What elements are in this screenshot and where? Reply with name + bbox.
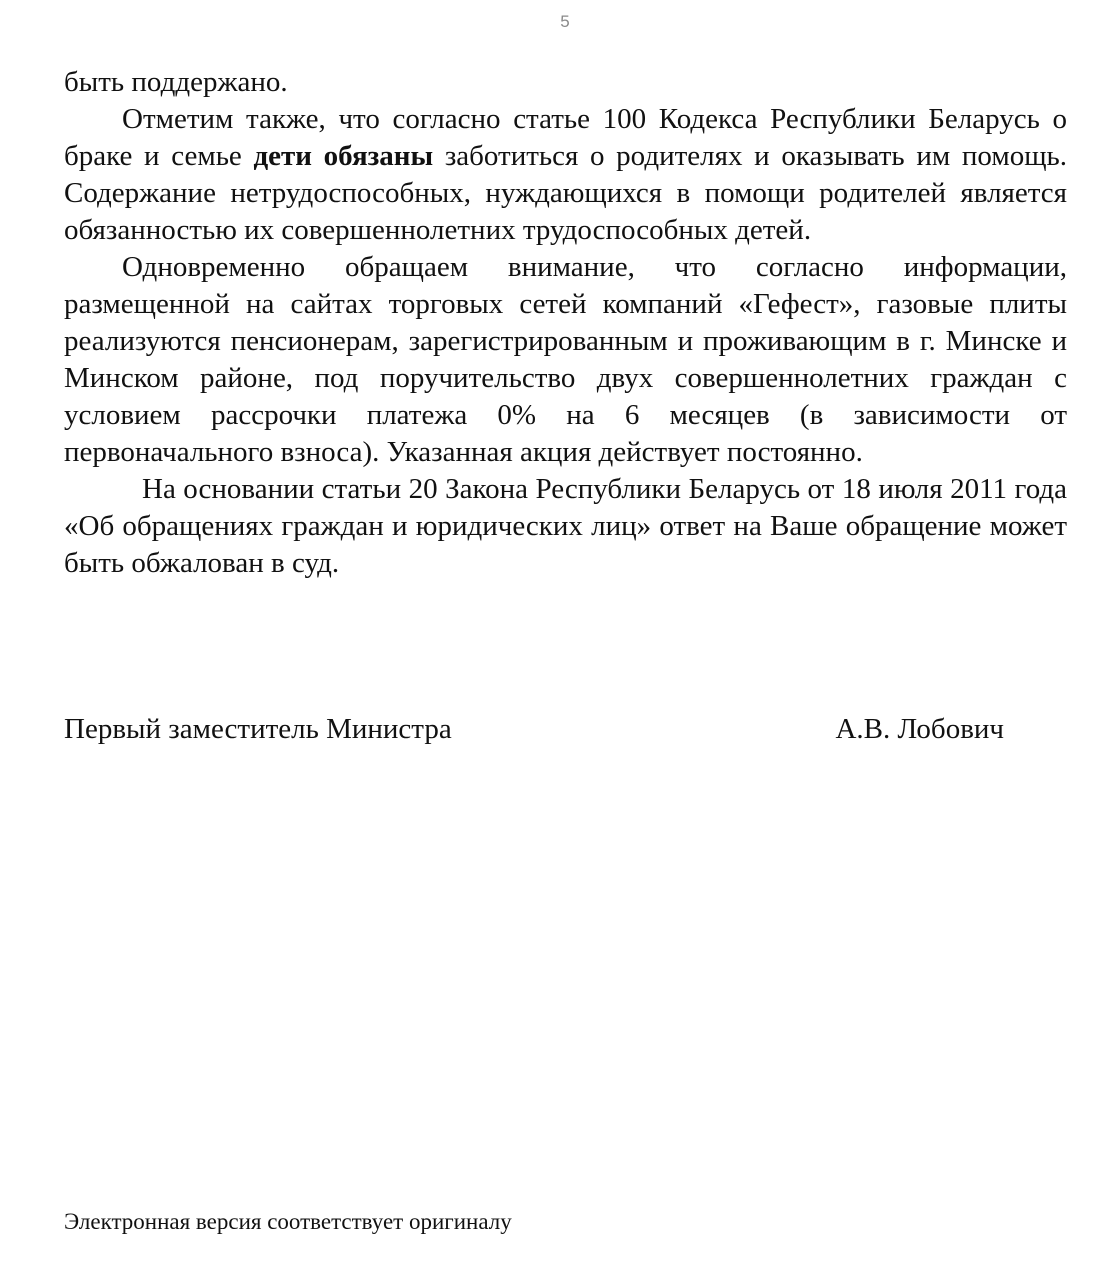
letter-body bbox=[64, 64, 1067, 582]
signatory-title: Первый заместитель Министра bbox=[64, 713, 452, 745]
page-number: 5 bbox=[560, 12, 570, 31]
electronic-version-note: Электронная версия соответствует оригиналу bbox=[64, 1209, 512, 1234]
bold-emphasis: дети обязаны bbox=[253, 140, 434, 172]
paragraph-children-obligation bbox=[64, 101, 1067, 249]
paragraph-text: Отметим также, что согласно статье 100 Кодекса Республики Беларусь о браке и семье bbox=[64, 103, 1067, 172]
paragraph-text: заботиться о родителях и оказывать им помощь. Содержание нетрудоспособных, нуждающихся в помощи родителей является обязанностью их совершеннолетних трудоспособных детей. bbox=[64, 140, 1068, 246]
paragraph-appeal-rights: На основании статьи 20 Закона Республики Беларусь от 18 июля 2011 года «Об обращениях граждан и юридических лиц» ответ на Ваше обращение может быть обжалован в суд. bbox=[64, 473, 1067, 579]
signatory-name: А.В. Лобович bbox=[835, 713, 1004, 745]
paragraph-continuation: быть поддержано. bbox=[64, 66, 288, 98]
paragraph-gefest-offer: Одновременно обращаем внимание, что согласно информации, размещенной на сайтах торговых сетей компаний «Гефест», газовые плиты реализуются пенсионерам, зарегистрированным и проживающим в г. Минске и Минском районе, под поручительство двух совершеннолетних граждан с условием рассрочки платежа 0% на 6 месяцев (в зависимости от первоначального взноса). Указанная акция действует постоянно. bbox=[64, 251, 1067, 468]
